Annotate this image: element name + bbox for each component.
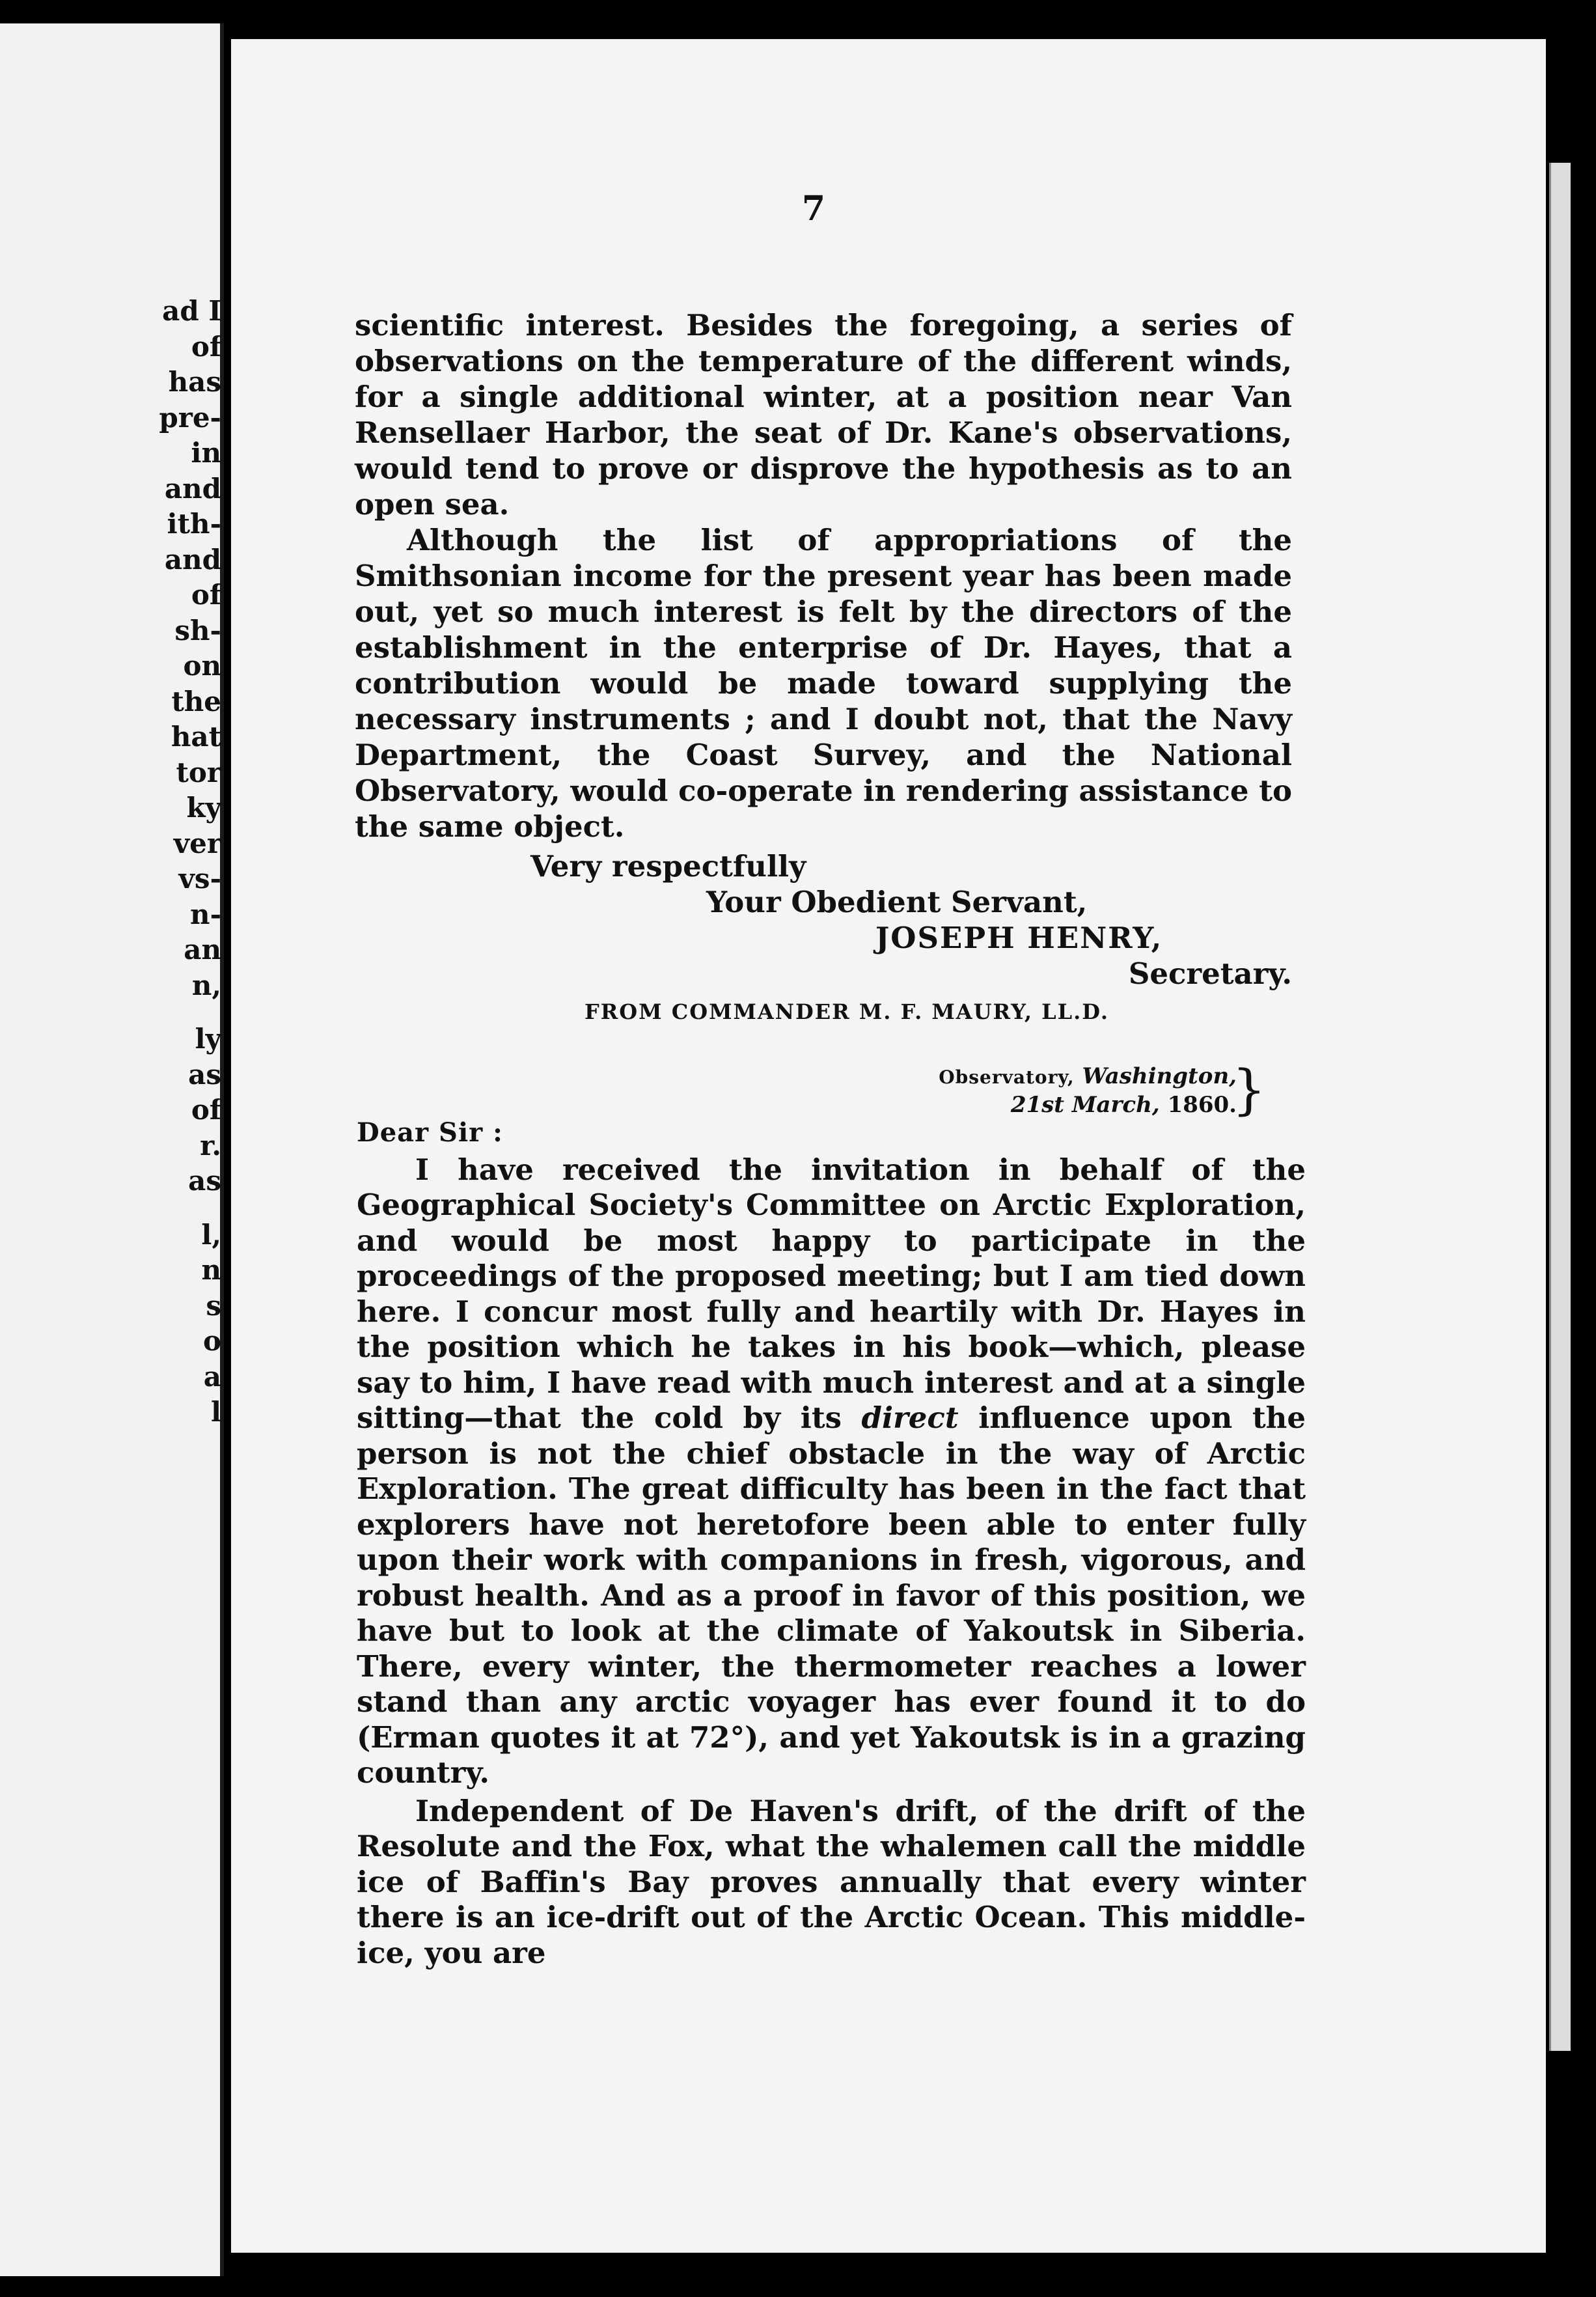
facing-page-fragment: a	[203, 1360, 221, 1393]
henry-paragraph-1: scientific interest. Besides the foregoing, a series of observations on the temperature of the different winds, for a single additional winter, at a position near Van Rensellaer Harbor, the seat of Dr. Kane's observations, would tend to prove or disprove the hypothesis as to an open sea.	[355, 308, 1292, 522]
facing-page-fragment: s	[206, 1289, 221, 1322]
facing-page-fragment: of	[191, 330, 221, 363]
maury-salutation: Dear Sir :	[357, 1117, 503, 1148]
maury-letter-heading: FROM COMMANDER M. F. MAURY, LL.D.	[584, 999, 1110, 1024]
maury-dateline	[846, 1059, 1266, 1121]
maury-paragraph-1-end: influence upon the person is not the chief obstacle in the way of Arctic Exploration. The great difficulty has been in the fact that explorers have not heretofore been able to enter fully upon their work with companions in fresh, vigorous, and robust health. And as a proof in favor of this position, we have but to look at the climate of Yakoutsk in Siberia. There, every winter, the thermometer reaches a lower stand than any arctic voyager has ever found it to do (Erman quotes it at 72°), and yet Yakoutsk is in a grazing country.	[357, 1400, 1306, 1790]
facing-page-fragment: pre-	[159, 401, 221, 434]
facing-page-fragment: in	[191, 437, 221, 469]
facing-page-fragment: has	[168, 366, 221, 398]
facing-page-fragment: sh-	[174, 614, 221, 647]
dateline-day: 21st	[1010, 1092, 1064, 1118]
henry-closing-servant: Your Obedient Servant,	[706, 885, 1088, 919]
facing-page	[0, 23, 224, 2276]
maury-letter	[357, 1115, 1306, 1971]
facing-page-fragment: an	[184, 934, 221, 966]
facing-page-fragment: tor	[176, 756, 221, 788]
facing-page-fragment: r.	[200, 1129, 221, 1162]
facing-page-fragment: of	[191, 1094, 221, 1126]
facing-page-fragment: the	[171, 685, 221, 717]
facing-page-fragment: hat	[171, 721, 221, 753]
facing-page-fragment: ky	[186, 792, 221, 824]
facing-page-fragment: ly	[195, 1023, 221, 1055]
page-number: 7	[801, 189, 826, 229]
dateline-month: March,	[1071, 1092, 1160, 1118]
dateline-brace: }	[1231, 1059, 1266, 1121]
facing-page-fragment: vs-	[178, 863, 221, 895]
facing-page-fragment: n	[201, 1254, 221, 1286]
facing-page-fragment: as	[188, 1165, 221, 1197]
maury-paragraph-2: Independent of De Haven's drift, of the drift of the Resolute and the Fox, what the whalemen call the middle ice of Baffin's Bay proves annually that every winter there is an ice-drift out of the Arctic Ocean. This middle-ice, you are	[357, 1793, 1306, 1970]
facing-page-fragment: on	[183, 650, 221, 682]
facing-page-fragment: ver	[173, 827, 221, 859]
dateline-place-label: Observatory,	[939, 1066, 1075, 1088]
dateline-city: Washington,	[1082, 1063, 1237, 1089]
facing-page-fragment: l	[211, 1396, 221, 1428]
maury-paragraph-1-start: I have received the invitation in behalf of the Geographical Society's Committee on Arctic Exploration, and would be most happy to participate in the proceedings of the proposed meeting; but I am tied down here. I concur most fully and heartily with Dr. Hayes in the position which he takes in his book—which, please say to him, I have read with much interest and at a single sitting—that the cold by its	[357, 1152, 1306, 1435]
facing-page-fragment: o	[202, 1325, 221, 1357]
henry-paragraph-2: Although the list of appropriations of the Smithsonian income for the present year has been made out, yet so much interest is felt by the directors of the establishment in the enterprise of Dr. Hayes, that a contribution would be made toward supplying the necessary instruments ; and I doubt not, that the Navy Department, the Coast Survey, and the National Observatory, would co-operate in rendering assistance to the same object.	[355, 523, 1292, 844]
facing-page-fragment: n-	[190, 898, 221, 930]
dateline-year: 1860.	[1167, 1092, 1237, 1118]
maury-paragraph-1	[357, 1152, 1306, 1791]
henry-title: Secretary.	[1128, 956, 1292, 991]
facing-page-fragment: of	[191, 579, 221, 611]
facing-page-fragment: ad I	[162, 295, 221, 327]
facing-page-fragment: and	[164, 543, 221, 576]
henry-letter-continuation	[355, 307, 1292, 992]
facing-page-fragment: n,	[191, 969, 221, 1001]
page-edge	[1549, 163, 1571, 2051]
facing-page-fragment: and	[164, 472, 221, 505]
facing-page-text-fragments	[39, 294, 221, 1430]
maury-emphasis-direct: direct	[861, 1400, 959, 1435]
facing-page-fragment: l,	[201, 1218, 221, 1251]
facing-page-fragment: as	[188, 1058, 221, 1091]
facing-page-fragment: ith-	[167, 508, 221, 540]
henry-signature: JOSEPH HENRY,	[875, 921, 1163, 955]
henry-closing-respectfully: Very respectfully	[530, 849, 806, 884]
